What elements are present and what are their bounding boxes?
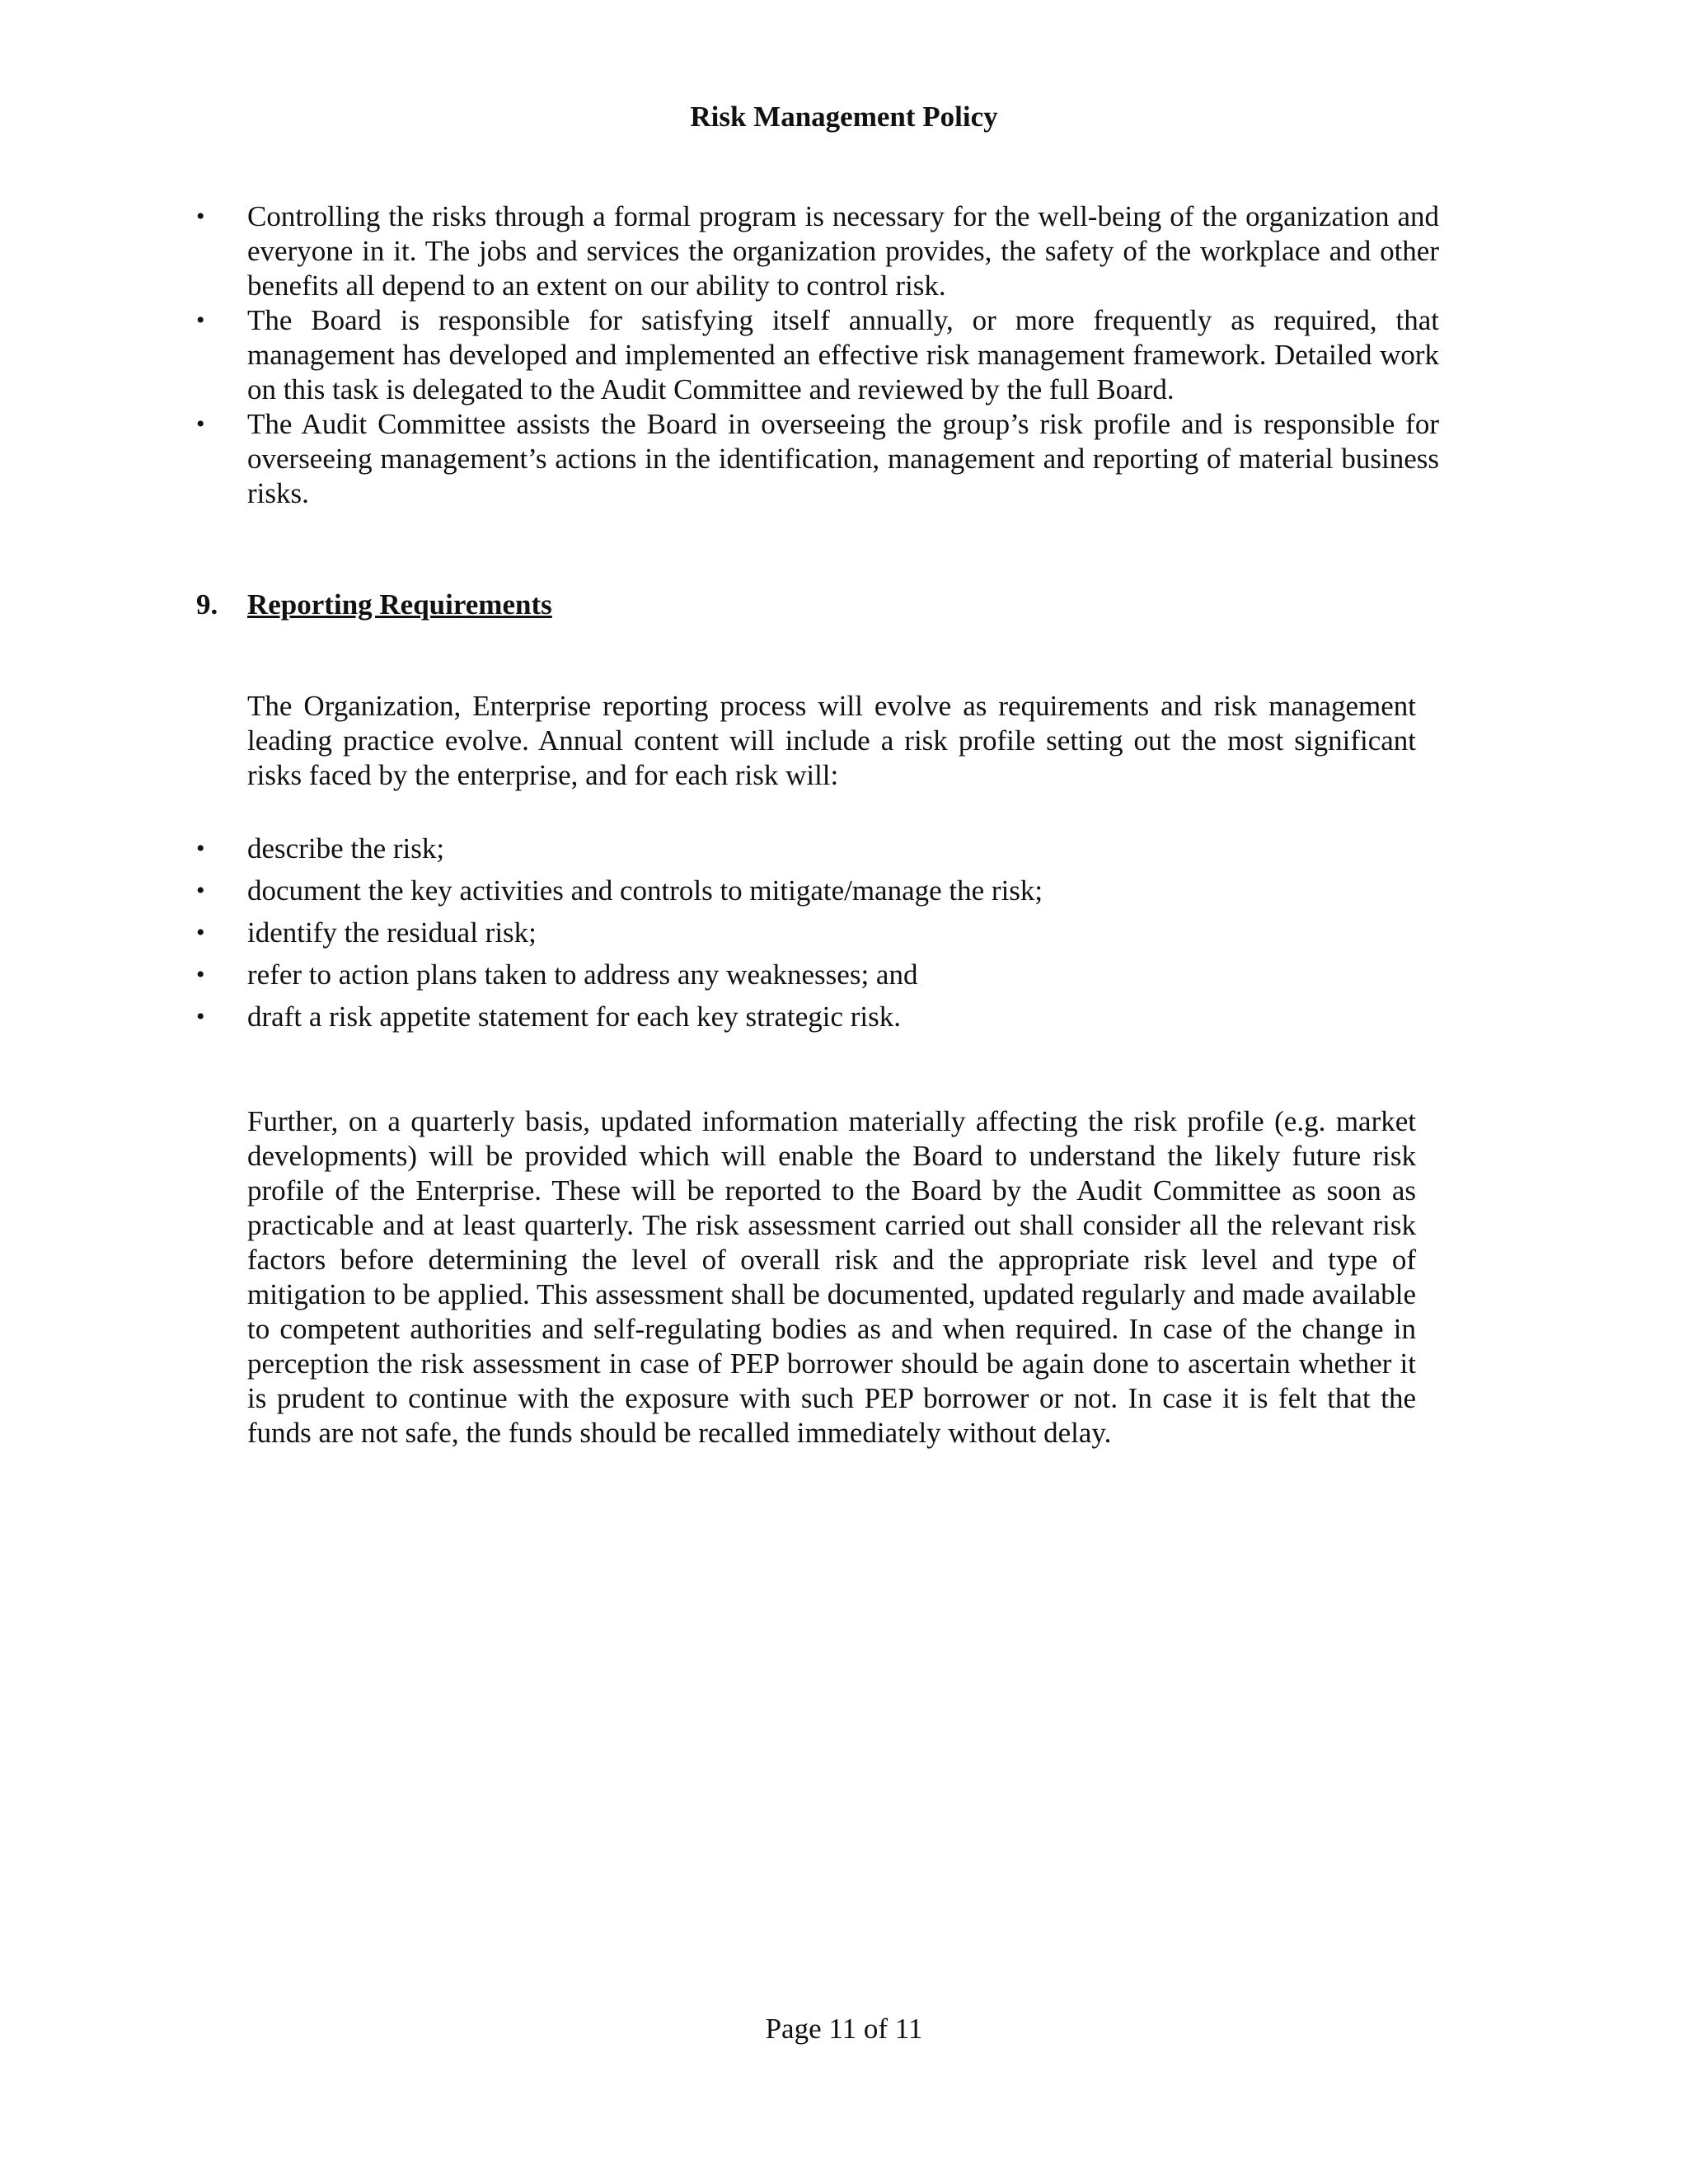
list-item bbox=[196, 996, 1439, 1038]
list-item bbox=[196, 954, 1439, 996]
section-number: 9. bbox=[196, 588, 218, 621]
section-title: Reporting Requirements bbox=[247, 588, 552, 621]
list-item-text: describe the risk; bbox=[247, 832, 445, 865]
document-title: Risk Management Policy bbox=[690, 101, 998, 133]
list-item-text: draft a risk appetite statement for each key strategic risk. bbox=[247, 1001, 902, 1033]
closing-paragraph: Further, on a quarterly basis, updated information materially affecting the risk profile (e.g. market developments) will be provided which will enable the Board to understand the likely future risk profile of the Enterprise. These will be reported to the Board by the Audit Committee as soon as practicable and at least quarterly. The risk assessment carried out shall consider all the relevant risk factors before determining the level of overall risk and the appropriate risk level and type of mitigation to be applied. This assessment shall be documented, updated regularly and made available to competent authorities and self-regulating bodies as and when required. In case of the change in perception the risk assessment in case of PEP borrower should be again done to ascertain whether it is prudent to continue with the exposure with such PEP borrower or not. In case it is felt that the funds are not safe, the funds should be recalled immediately without delay. bbox=[247, 1105, 1416, 1449]
list-item-text: document the key activities and controls to mitigate/manage the risk; bbox=[247, 874, 1043, 907]
list-item-text: The Board is responsible for satisfying itself annually, or more frequently as required, that management has developed and implemented an effective risk management framework. Detailed work on this task is delegated to the Audit Committee and reviewed by the full Board. bbox=[247, 304, 1439, 405]
bullet-icon: • bbox=[196, 961, 205, 988]
reporting-requirements-list bbox=[196, 827, 1439, 1038]
list-item bbox=[196, 869, 1439, 912]
bullet-icon: • bbox=[196, 919, 205, 946]
bullet-icon: • bbox=[196, 877, 205, 904]
list-item bbox=[196, 827, 1439, 869]
bullet-icon: • bbox=[196, 1003, 205, 1030]
list-item bbox=[196, 199, 1439, 303]
board-responsibility-list bbox=[196, 199, 1439, 511]
list-item-text: refer to action plans taken to address any weaknesses; and bbox=[247, 958, 918, 991]
bullet-icon: • bbox=[196, 307, 205, 334]
list-item-text: Controlling the risks through a formal program is necessary for the well-being of the organization and everyone in it. The jobs and services the organization provides, the safety of the workplace and other benefits all depend to an extent on our ability to control risk. bbox=[247, 200, 1439, 302]
intro-paragraph: The Organization, Enterprise reporting process will evolve as requirements and risk management leading practice evolve. Annual content will include a risk profile setting out the most significant risks faced by the enterprise, and for each risk will: bbox=[247, 690, 1416, 791]
list-item bbox=[196, 407, 1439, 511]
list-item bbox=[196, 303, 1439, 407]
bullet-icon: • bbox=[196, 835, 205, 862]
list-item bbox=[196, 912, 1439, 954]
page-number: Page 11 of 11 bbox=[765, 2013, 923, 2045]
bullet-icon: • bbox=[196, 203, 205, 230]
list-item-text: identify the residual risk; bbox=[247, 916, 537, 949]
list-item-text: The Audit Committee assists the Board in overseeing the group’s risk profile and is responsible for overseeing management’s actions in the identification, management and reporting of material business risks. bbox=[247, 408, 1439, 509]
bullet-icon: • bbox=[196, 410, 205, 438]
section-heading bbox=[196, 585, 552, 625]
